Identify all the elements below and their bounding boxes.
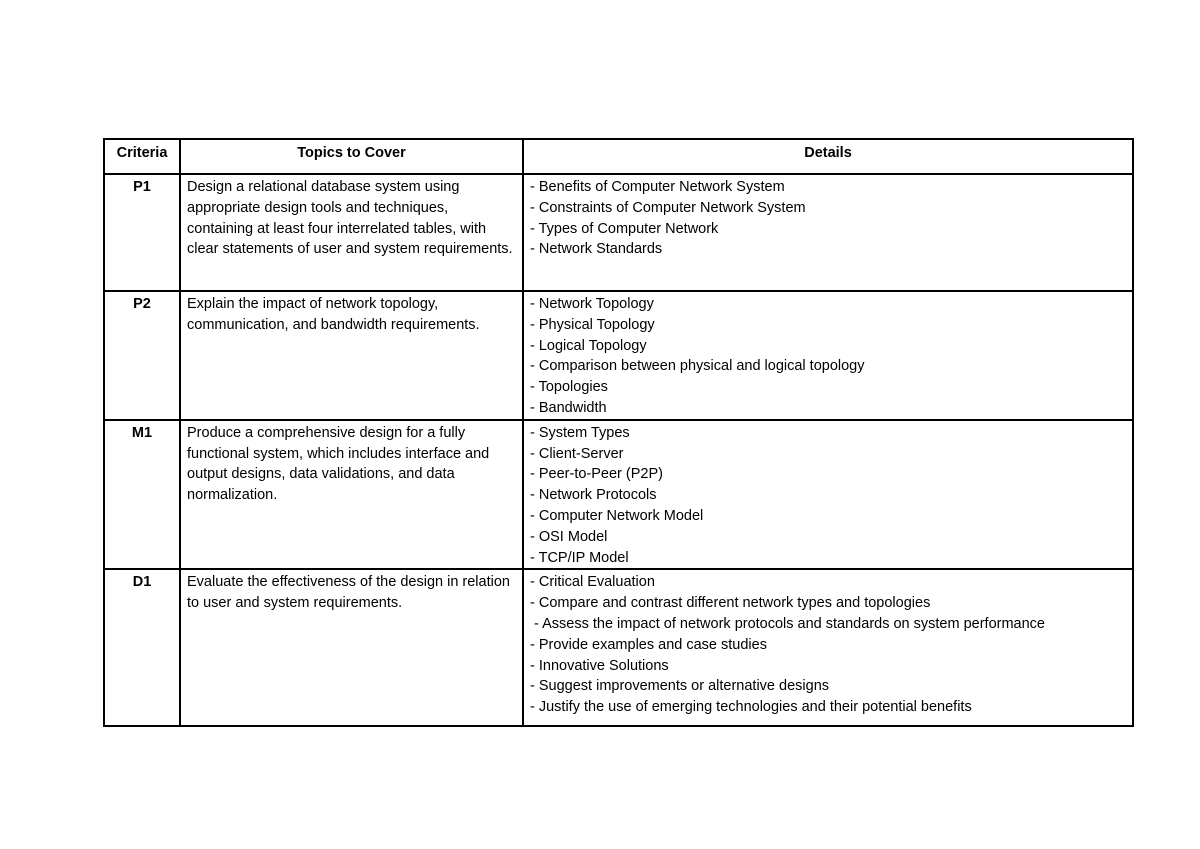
- detail-line: - Benefits of Computer Network System: [530, 179, 785, 195]
- table-row-p2: [104, 291, 1133, 420]
- header-row: [104, 139, 1133, 174]
- detail-line: - Client-Server: [530, 445, 624, 462]
- table-header: [104, 139, 1133, 174]
- criteria-cell: M1: [104, 420, 180, 570]
- detail-line: - Physical Topology: [530, 316, 655, 333]
- header-details: Details: [523, 139, 1133, 174]
- table-body: [104, 174, 1133, 726]
- header-topics: Topics to Cover: [180, 139, 523, 174]
- table-row-m1: [104, 420, 1133, 570]
- detail-line: - Comparison between physical and logical topology: [530, 358, 865, 375]
- detail-line: - Types of Computer Network: [530, 220, 719, 237]
- detail-line: - Computer Network Model: [530, 507, 704, 524]
- topic-cell: Explain the impact of network topology, communication, and bandwidth requirements.: [180, 291, 523, 420]
- details-cell: [523, 569, 1133, 726]
- detail-line: - Constraints of Computer Network System: [530, 199, 806, 216]
- detail-line: - Peer-to-Peer (P2P): [530, 466, 663, 483]
- detail-line: - Bandwidth: [530, 399, 607, 416]
- details-cell: [523, 174, 1133, 291]
- table-row-p1: [104, 174, 1133, 291]
- detail-line: - Topologies: [530, 379, 608, 396]
- detail-line: - TCP/IP Model: [530, 549, 629, 566]
- detail-line: - OSI Model: [530, 528, 608, 545]
- criteria-table: [103, 138, 1134, 727]
- topic-cell: Design a relational database system using appropriate design tools and techniques, containing at least four interrelated tables, with clear statements of user and system requirements.: [180, 174, 523, 291]
- criteria-cell: D1: [104, 569, 180, 726]
- detail-line: - Network Topology: [530, 296, 654, 312]
- detail-line: - Compare and contrast different network types and topologies: [530, 595, 931, 612]
- detail-line: - Provide examples and case studies: [530, 636, 767, 653]
- topic-cell: Produce a comprehensive design for a fully functional system, which includes interface and output designs, data validations, and data normalization.: [180, 420, 523, 570]
- detail-line: - System Types: [530, 424, 630, 441]
- criteria-cell: P2: [104, 291, 180, 420]
- details-cell: [523, 291, 1133, 420]
- detail-line: - Critical Evaluation: [530, 574, 655, 591]
- detail-line: - Network Standards: [530, 241, 663, 258]
- detail-line: - Assess the impact of network protocols and standards on system performance: [530, 615, 1045, 632]
- detail-line: - Innovative Solutions: [530, 657, 669, 674]
- header-criteria: Criteria: [104, 139, 180, 174]
- details-cell: [523, 420, 1133, 570]
- criteria-cell: P1: [104, 174, 180, 291]
- detail-line: - Justify the use of emerging technologies and their potential benefits: [530, 699, 972, 716]
- detail-line: - Suggest improvements or alternative designs: [530, 678, 830, 695]
- detail-line: - Logical Topology: [530, 337, 647, 354]
- detail-line: - Network Protocols: [530, 487, 657, 504]
- table-row-d1: [104, 569, 1133, 726]
- topic-cell: Evaluate the effectiveness of the design in relation to user and system requirements.: [180, 569, 523, 726]
